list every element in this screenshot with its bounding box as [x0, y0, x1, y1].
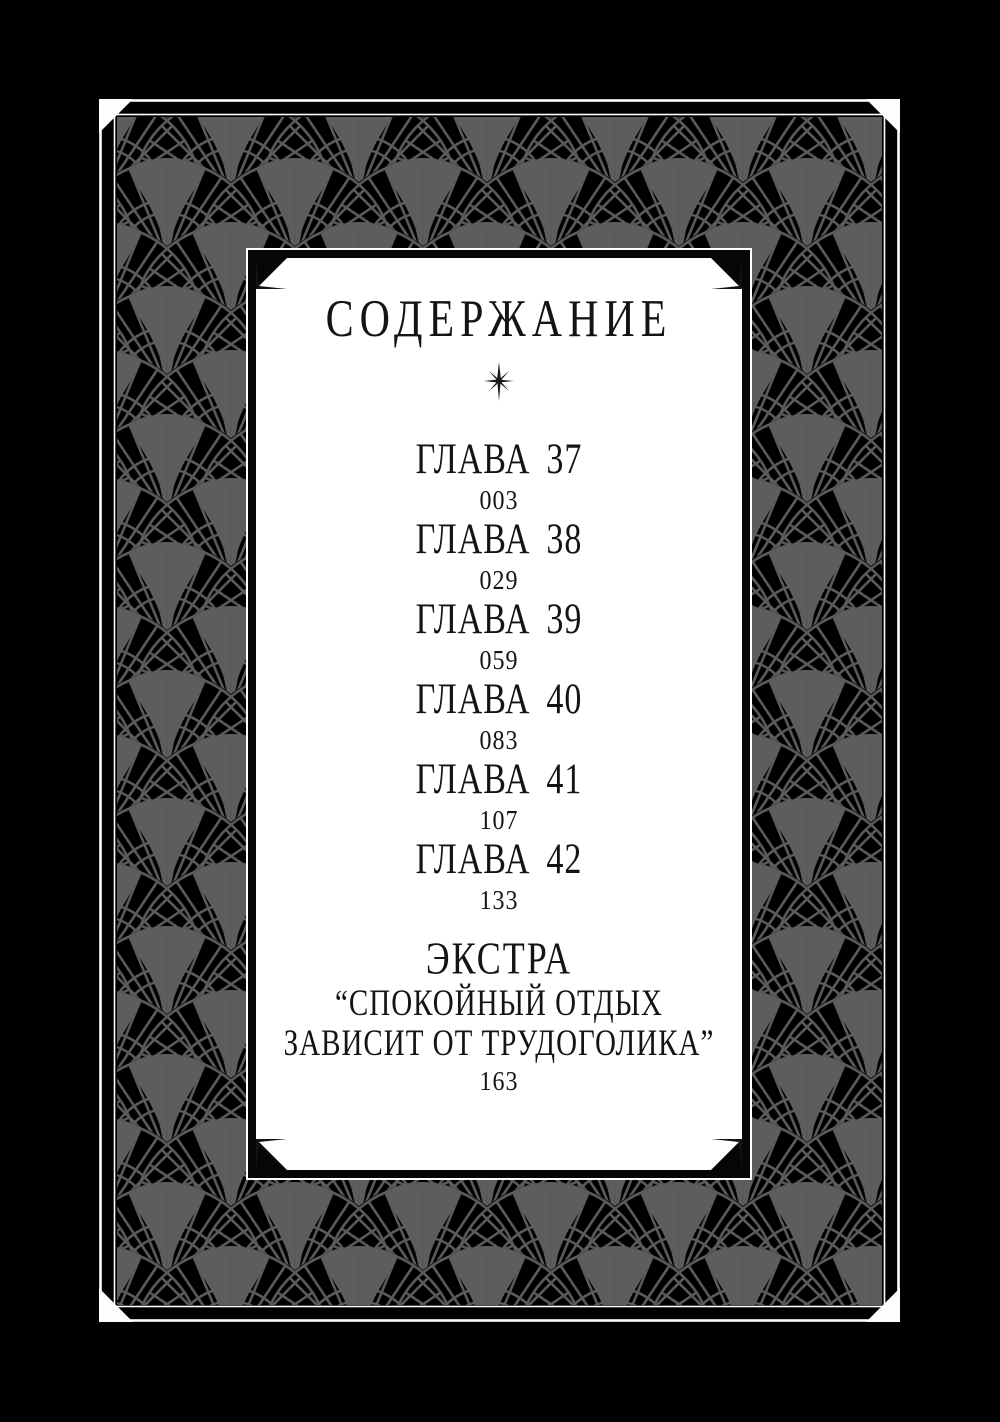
- chapter-number: 42: [546, 836, 583, 884]
- contents-panel: [248, 250, 750, 1178]
- extra-entry: [256, 934, 742, 1100]
- chapter-label: ГЛАВА: [415, 596, 531, 644]
- divider-ornament: [256, 358, 742, 404]
- chapter-list: [256, 438, 742, 918]
- chapter-label: ГЛАВА: [415, 436, 531, 484]
- panel-corner-triangle-bl: [256, 1139, 287, 1170]
- toc-entry: [256, 518, 742, 598]
- chapter-label: ГЛАВА: [415, 756, 531, 804]
- panel-corner-triangle-br: [711, 1139, 742, 1170]
- chapter-page-number: 059: [479, 645, 519, 676]
- toc-entry: [256, 598, 742, 678]
- extra-label: ЭКСТРА: [425, 932, 573, 984]
- toc-entry: [256, 838, 742, 918]
- chapter-label: ГЛАВА: [415, 516, 531, 564]
- chapter-label: ГЛАВА: [415, 836, 531, 884]
- chapter-page-number: 083: [479, 725, 519, 756]
- chapter-title: [256, 438, 742, 484]
- toc-entry: [256, 678, 742, 758]
- chapter-page-number: 133: [479, 885, 519, 916]
- toc-entry: [256, 438, 742, 518]
- chapter-page-number: 107: [479, 805, 519, 836]
- sparkle-icon: [477, 358, 521, 404]
- chapter-number: 40: [546, 676, 583, 724]
- page-title: СОДЕРЖАНИЕ: [325, 290, 673, 349]
- chapter-title: [256, 678, 742, 724]
- extra-quote-line-2: ЗАВИСИТ ОТ ТРУДОГОЛИКА”: [283, 1023, 715, 1064]
- chapter-number: 41: [546, 756, 583, 804]
- extra-quote-line-1: “СПОКОЙНЫЙ ОТДЫХ: [335, 983, 663, 1024]
- chapter-title: [256, 598, 742, 644]
- chapter-title: [256, 758, 742, 804]
- chapter-page-number: 003: [479, 485, 519, 516]
- chapter-title: [256, 838, 742, 884]
- extra-page-number: 163: [479, 1066, 519, 1097]
- chapter-number: 39: [546, 596, 583, 644]
- chapter-number: 37: [546, 436, 583, 484]
- chapter-label: ГЛАВА: [415, 676, 531, 724]
- chapter-number: 38: [546, 516, 583, 564]
- toc-entry: [256, 758, 742, 838]
- panel-corner-triangle-tl: [256, 258, 287, 289]
- panel-corner-triangle-tr: [711, 258, 742, 289]
- chapter-title: [256, 518, 742, 564]
- chapter-page-number: 029: [479, 565, 519, 596]
